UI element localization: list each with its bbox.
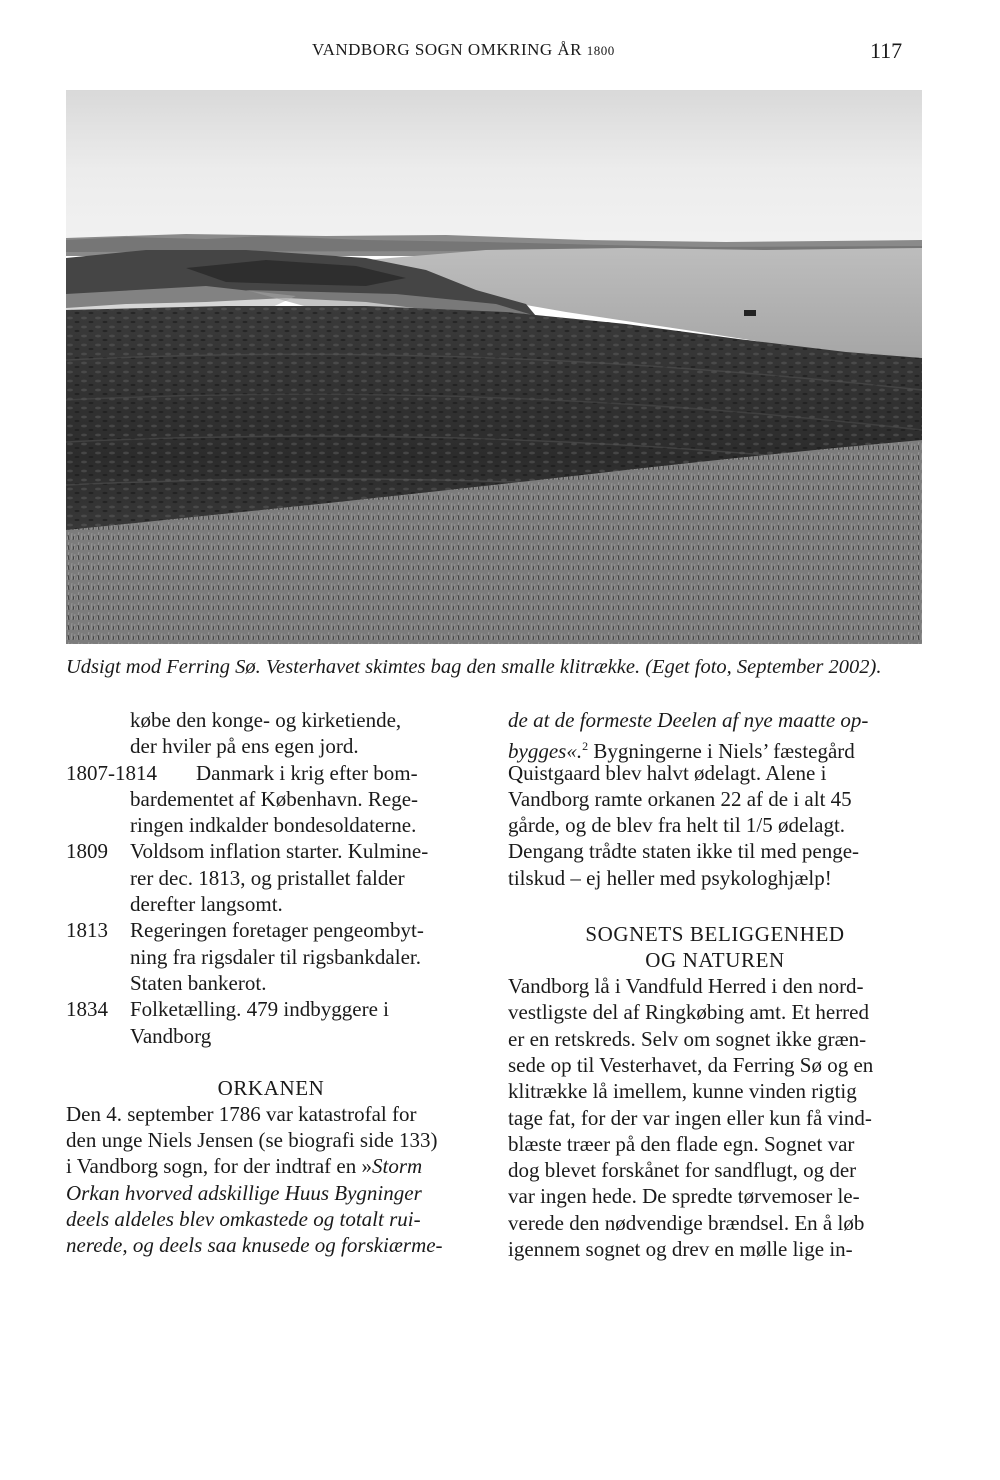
section-heading-naturen: OG NATUREN xyxy=(645,948,785,973)
timeline-year: 1834 xyxy=(66,997,108,1022)
timeline-entry xyxy=(66,917,476,996)
timeline-line: Voldsom inflation starter. Kulmine- xyxy=(130,839,429,864)
paragraph-line: klitrække lå imellem, kunne vinden rigtig xyxy=(508,1079,857,1104)
paragraph-line: vestligste del af Ringkøbing amt. Et herred xyxy=(508,1000,869,1025)
timeline-year: 1809 xyxy=(66,839,108,864)
landscape-photo xyxy=(66,90,922,644)
timeline-year: 1807-1814 xyxy=(66,760,157,785)
paragraph-text: i Vandborg sogn, for der indtraf en » xyxy=(66,1154,372,1179)
running-title-text: VANDBORG SOGN OMKRING ÅR xyxy=(312,40,583,59)
quote-line: de at de formeste Deelen af nye maatte op- xyxy=(508,708,869,732)
paragraph-text: Bygningerne i Niels’ fæstegård xyxy=(588,739,855,764)
page-number: 117 xyxy=(870,38,903,63)
quote-line: deels aldeles blev omkastede og totalt rui- xyxy=(66,1207,421,1232)
left-column xyxy=(66,707,476,1259)
running-title-year: 1800 xyxy=(586,43,615,58)
timeline-line: Staten bankerot. xyxy=(130,970,267,995)
paragraph-line: blæste træer på den flade egn. Sognet var xyxy=(508,1131,855,1156)
paragraph-line: er en retskreds. Selv om sognet ikke græn- xyxy=(508,1026,867,1051)
section-gap xyxy=(508,891,922,921)
timeline-line: rer dec. 1813, og pristallet falder xyxy=(130,865,405,890)
paragraph-line: sede op til Vesterhavet, da Ferring Sø og en xyxy=(508,1052,874,1077)
timeline-year: 1813 xyxy=(66,918,108,943)
timeline-line: Vandborg xyxy=(130,1023,212,1048)
paragraph-line xyxy=(66,1153,476,1179)
timeline-entry xyxy=(66,996,476,1049)
timeline-line: ning fra rigsdaler til rigsbankdaler. xyxy=(130,944,421,969)
section-heading-orkanen: ORKANEN xyxy=(217,1075,325,1100)
paragraph-line: igennem sognet og drev en mølle lige in- xyxy=(508,1237,853,1262)
paragraph-line: gårde, og de blev fra helt til 1/5 ødelagt. xyxy=(508,813,846,838)
quote-line: Orkan hvorved adskillige Huus Bygninger xyxy=(66,1180,422,1205)
right-column xyxy=(508,707,922,1262)
intro-line: købe den konge- og kirketiende, xyxy=(130,708,402,732)
paragraph-line: tilskud – ej heller med psykologhjælp! xyxy=(508,865,832,890)
timeline-line: bardementet af København. Rege- xyxy=(130,786,419,811)
timeline-line: Folketælling. 479 indbyggere i xyxy=(130,997,389,1022)
quote-line: nerede, og deels saa knusede og forskiærme- xyxy=(66,1233,443,1258)
section-heading-beliggenhed: SOGNETS BELIGGENHED xyxy=(585,922,845,947)
paragraph-line: var ingen hede. De spredte tørvemoser le- xyxy=(508,1184,860,1209)
paragraph-line: tage fat, for der var ingen eller kun få vind- xyxy=(508,1105,872,1130)
paragraph-line: dog blevet forskånet for sandflugt, og der xyxy=(508,1158,857,1183)
paragraph-line: Den 4. september 1786 var katastrofal for xyxy=(66,1101,417,1126)
running-title xyxy=(312,40,615,60)
timeline-line: Regeringen foretager pengeombyt- xyxy=(130,918,424,943)
section-gap xyxy=(66,1049,476,1075)
photo-caption: Udsigt mod Ferring Sø. Vesterhavet skimtes bag den smalle klitrække. (Eget foto, September 2002). xyxy=(66,656,882,678)
timeline-line: derefter langsomt. xyxy=(130,892,283,917)
footnote-ref: 2 xyxy=(582,739,589,754)
paragraph-line xyxy=(508,733,922,764)
paragraph-line: verede den nødvendige brændsel. En å løb xyxy=(508,1210,865,1235)
timeline-line: Danmark i krig efter bom- xyxy=(196,760,418,785)
paragraph-line: Dengang trådte staten ikke til med penge- xyxy=(508,839,860,864)
timeline-entry xyxy=(66,838,476,917)
paragraph-line: Quistgaard blev halvt ødelagt. Alene i xyxy=(508,760,827,785)
intro-line: der hviler på ens egen jord. xyxy=(130,734,359,759)
quote-text: bygges«. xyxy=(508,739,583,764)
timeline-entry xyxy=(66,760,476,839)
paragraph-line: Vandborg lå i Vandfuld Herred i den nord- xyxy=(508,974,864,999)
running-header xyxy=(0,40,1000,70)
paragraph-line: den unge Niels Jensen (se biografi side 133) xyxy=(66,1128,438,1153)
quote-text: Storm xyxy=(372,1154,423,1179)
timeline-line: ringen indkalder bondesoldaterne. xyxy=(130,813,417,838)
paragraph-line: Vandborg ramte orkanen 22 af de i alt 45 xyxy=(508,786,852,811)
